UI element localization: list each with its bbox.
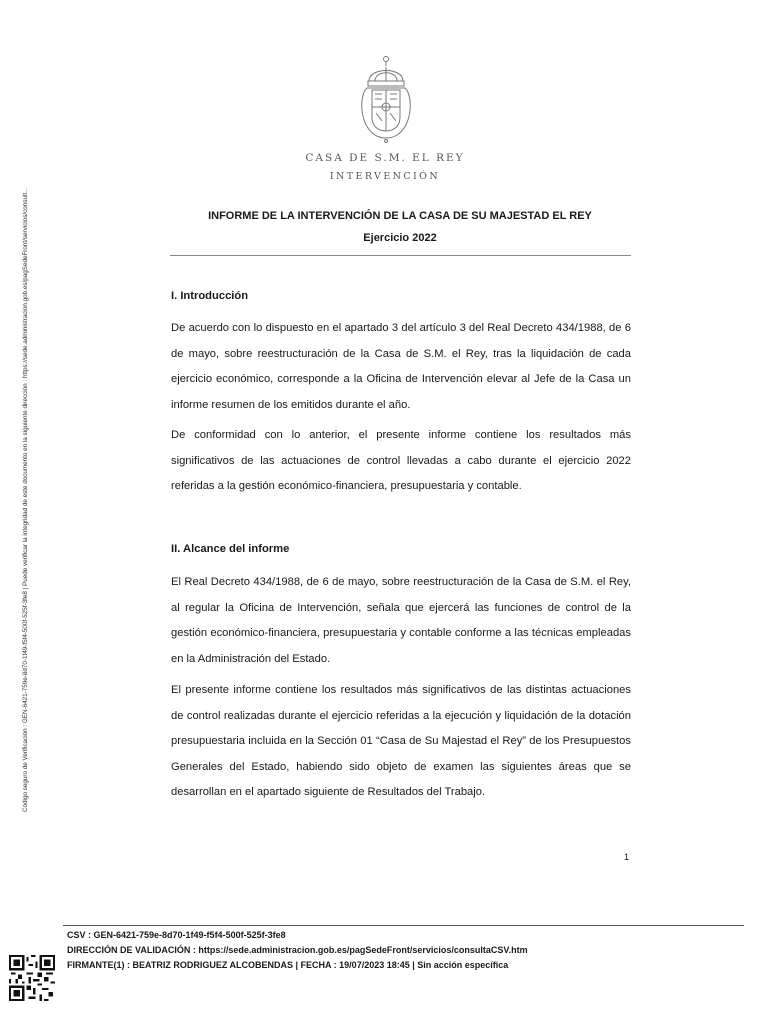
- page-number: 1: [624, 852, 630, 862]
- paragraph: De acuerdo con lo dispuesto en el apartado 3 del artículo 3 del Real Decreto 434/1988, de 6 de mayo, sobre reestructuración de la Casa de S.M. el Rey, tras la liquidación de cada ejercicio económico, corresponde a la Oficina de Intervención elevar al Jefe de la Casa un informe resumen de los emitidos durante el año.: [171, 322, 631, 411]
- paragraph: De conformidad con lo anterior, el presente informe contiene los resultados más significativos de las actuaciones de control llevadas a cabo durante el ejercicio 2022 referidas a la gestión económico-financiera, presupuestaria y contable.: [171, 429, 631, 493]
- footer-csv: CSV : GEN-6421-759e-8d70-1f49-f5f4-500f-525f-3fe8: [67, 930, 286, 940]
- report-subtitle: Ejercicio 2022: [363, 232, 437, 244]
- report-title: INFORME DE LA INTERVENCIÓN DE LA CASA DE SU MAJESTAD EL REY: [208, 210, 592, 222]
- footer-signer: FIRMANTE(1) : BEATRIZ RODRIGUEZ ALCOBENDAS | FECHA : 19/07/2023 18:45 | Sin acción específica: [67, 960, 509, 970]
- section-heading-alcance: II. Alcance del informe: [171, 543, 290, 555]
- section-heading-introduccion: I. Introducción: [171, 290, 249, 302]
- vertical-verification-note: Código seguro de Verificación : GEN-6421-759e-8d70-1f49-f5f4-500f-525f-3fe8 | Puede verificar la integridad de este documento en la siguiente dirección : https://sede.administracion.gob.es/pagSedeFront/servicios/consult...: [22, 187, 29, 812]
- paragraph: El presente informe contiene los resultados más significativos de las distintas actuaciones de control realizadas durante el ejercicio referidas a la ejecución y liquidación de la dotación presupuestaria incluida en la Sección 01 “Casa de Su Majestad el Rey” de los Presupuestos Generales del Estado, habiendo sido objeto de examen las siguientes áreas que se desarrollan en el apartado siguiente de Resultados del Trabajo.: [171, 684, 631, 799]
- institution-department: INTERVENCIÓN: [329, 171, 441, 182]
- institution-name: CASA DE S.M. EL REY: [305, 152, 465, 164]
- royal-coat-of-arms-icon: [355, 55, 417, 143]
- qr-code-icon: [9, 955, 55, 1001]
- footer-divider: [63, 925, 744, 926]
- title-divider: [170, 255, 631, 256]
- footer-validation-url: DIRECCIÓN DE VALIDACIÓN : https://sede.administracion.gob.es/pagSedeFront/servicios/consultaCSV.htm: [67, 945, 528, 955]
- paragraph: El Real Decreto 434/1988, de 6 de mayo, sobre reestructuración de la Casa de S.M. el Rey, al regular la Oficina de Intervención, señala que ejercerá las funciones de control de la gestión económico-financiera, presupuestaria y contable conforme a las técnicas empleadas en la Administración del Estado.: [171, 576, 631, 665]
